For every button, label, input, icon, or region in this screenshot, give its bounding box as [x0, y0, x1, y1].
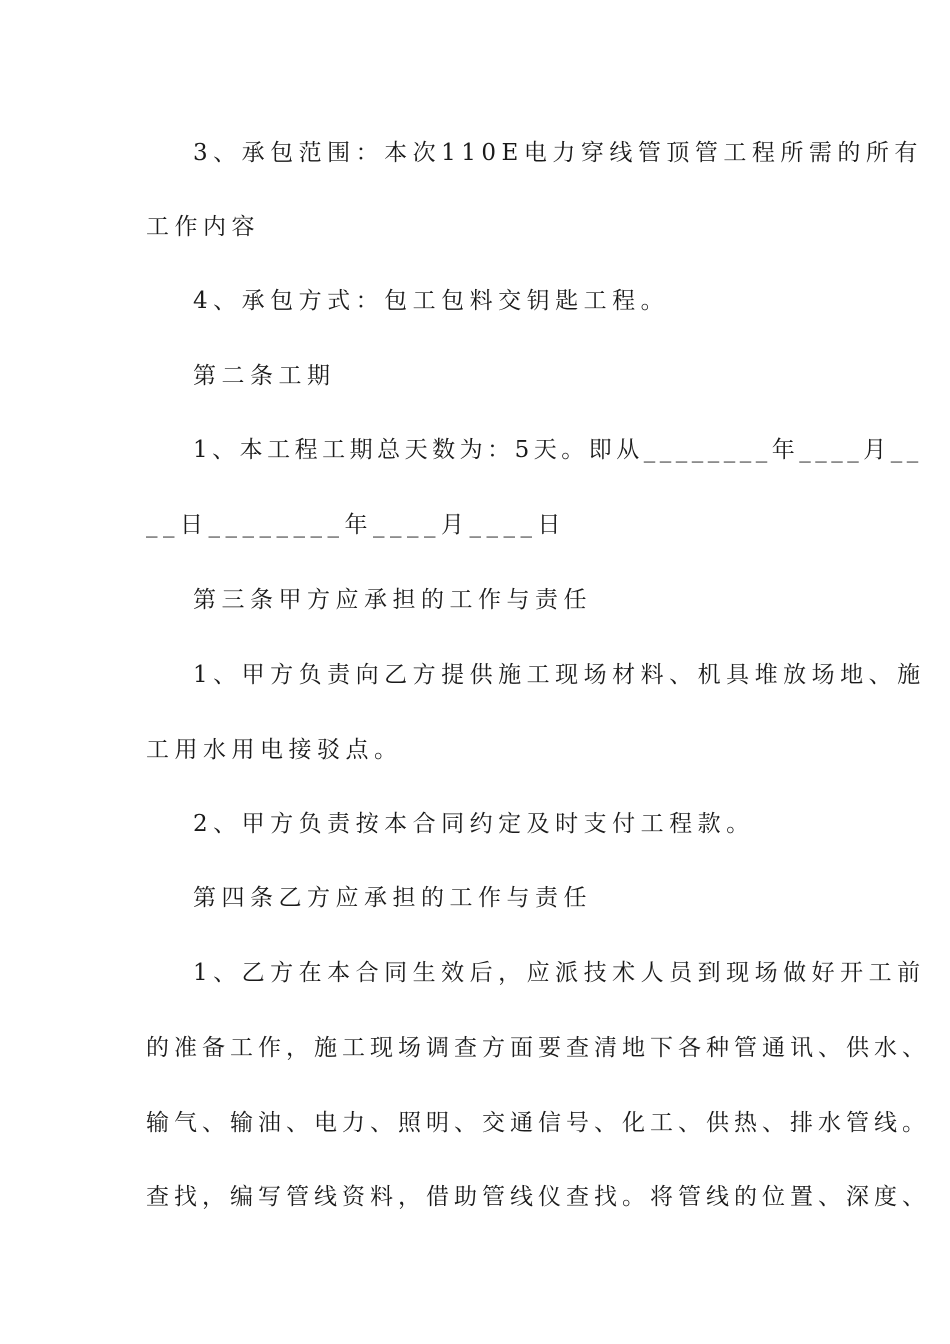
paragraph-line: 工作内容	[146, 214, 260, 240]
paragraph-line: 工用水用电接驳点。	[146, 737, 403, 763]
paragraph-line: 3、承包范围：本次110E电力穿线管顶管工程所需的所有	[193, 140, 923, 166]
paragraph-line: __日________年____月____日	[146, 512, 566, 538]
paragraph-line: 4、承包方式：包工包料交钥匙工程。	[193, 288, 670, 314]
paragraph-line: 1、甲方负责向乙方提供施工现场材料、机具堆放场地、施	[193, 662, 926, 688]
section-heading: 第三条甲方应承担的工作与责任	[193, 587, 592, 613]
paragraph-line: 2、甲方负责按本合同约定及时支付工程款。	[193, 811, 755, 837]
section-heading: 第二条工期	[193, 363, 336, 389]
section-heading: 第四条乙方应承担的工作与责任	[193, 885, 592, 911]
paragraph-line: 1、本工程工期总天数为：5天。即从________年____月__	[193, 437, 923, 463]
paragraph-line: 输气、输油、电力、照明、交通信号、化工、供热、排水管线。	[146, 1110, 930, 1136]
paragraph-line: 1、乙方在本合同生效后，应派技术人员到现场做好开工前	[193, 960, 926, 986]
paragraph-line: 的准备工作，施工现场调查方面要查清地下各种管通讯、供水、	[146, 1035, 930, 1061]
paragraph-line: 查找，编写管线资料，借助管线仪查找。将管线的位置、深度、	[146, 1184, 930, 1210]
